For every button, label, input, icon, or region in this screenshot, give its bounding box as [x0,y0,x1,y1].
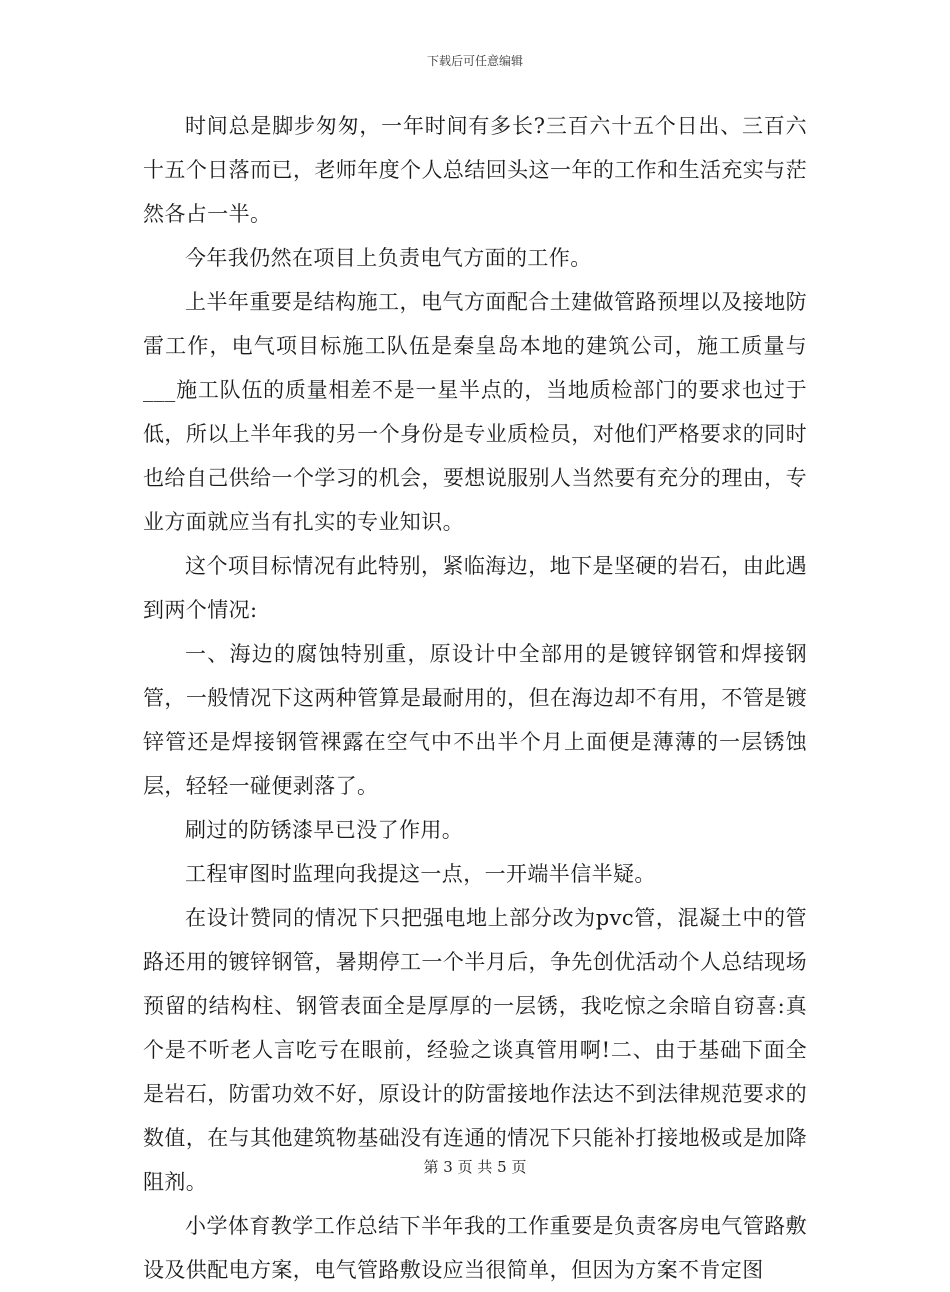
page-header: 下载后可任意编辑 [426,54,523,68]
paragraph: 一、海边的腐蚀特别重，原设计中全部用的是镀锌钢管和焊接钢管，一般情况下这两种管算是最耐用的，但在海边却不有用，不管是镀锌管还是焊接钢管裸露在空气中不出半个月上面便是薄薄的一层锈蚀层，轻轻一碰便剥落了。 [143,642,807,798]
paragraph: 上半年重要是结构施工，电气方面配合土建做管路预埋以及接地防雷工作，电气项目标施工队伍是秦皇岛本地的建筑公司，施工质量与___施工队伍的质量相差不是一星半点的，当地质检部门的要求也过于低，所以上半年我的另一个身份是专业质检员，对他们严格要求的同时也给自己供给一个学习的机会，要想说服别人当然要有充分的理由，专业方面就应当有扎实的专业知识。 [143,290,807,534]
paragraph: 小学体育教学工作总结下半年我的工作重要是负责客房电气管路敷设及供配电方案，电气管路敷设应当很简单，但因为方案不肯定图 [143,1214,807,1282]
paragraph: 刷过的防锈漆早已没了作用。 [185,818,464,842]
paragraph: 今年我仍然在项目上负责电气方面的工作。 [185,246,592,270]
page-number-footer: 第 3 页 共 5 页 [423,1158,527,1176]
paragraph: 这个项目标情况有此特别，紧临海边，地下是坚硬的岩石，由此遇到两个情况: [143,554,807,622]
paragraph: 工程审图时监理向我提这一点，一开端半信半疑。 [185,862,656,886]
paragraph: 在设计赞同的情况下只把强电地上部分改为pvc管，混凝土中的管路还用的镀锌钢管，暑期停工一个半月后，争先创优活动个人总结现场预留的结构柱、钢管表面全是厚厚的一层锈，我吃惊之余暗自窃喜:真个是不听老人言吃亏在眼前，经验之谈真管用啊!二、由于基础下面全是岩石，防雷功效不好，原设计的防雷接地作法达不到法律规范要求的数值，在与其他建筑物基础没有连通的情况下只能补打接地极或是加降阻剂。 [143,906,807,1194]
document-body [143,104,807,1292]
paragraph: 时间总是脚步匆匆，一年时间有多长?三百六十五个日出、三百六十五个日落而已，老师年度个人总结回头这一年的工作和生活充实与茫然各占一半。 [143,114,807,226]
